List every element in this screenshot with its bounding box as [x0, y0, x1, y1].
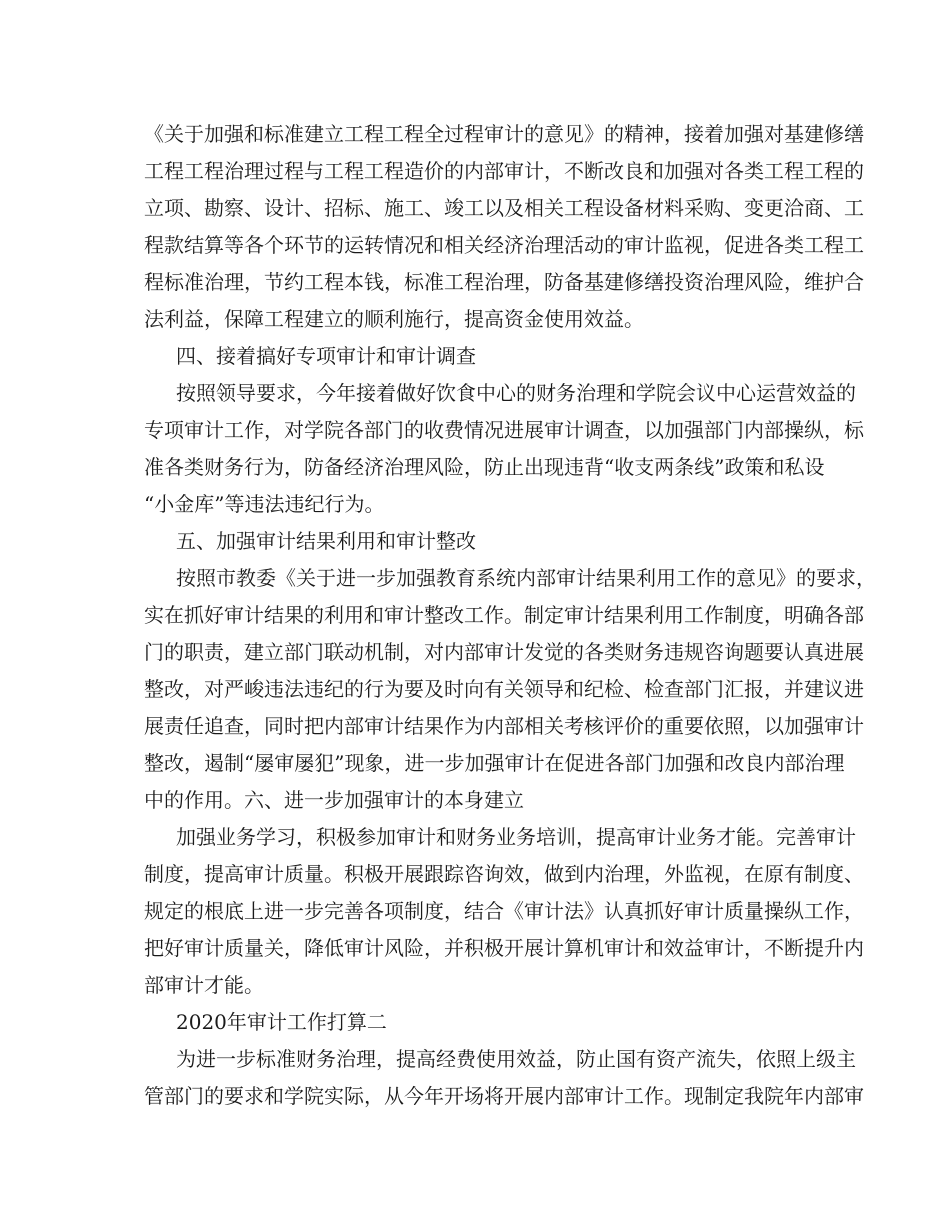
text-line: 程款结算等各个环节的运转情况和相关经济治理活动的审计监视，促进各类工程工	[144, 233, 864, 257]
text-line: 专项审计工作，对学院各部门的收费情况进展审计调查，以加强部门内部操纵，标	[144, 418, 864, 442]
text-line: 按照领导要求，今年接着做好饮食中心的财务治理和学院会议中心运营效益的	[176, 381, 856, 405]
text-line: 规定的根底上进一步完善各项制度，结合《审计法》认真抓好审计质量操纵工作，	[144, 899, 864, 923]
text-line: 制度，提高审计质量。积极开展跟踪咨询效，做到内治理，外监视，在原有制度、	[144, 862, 864, 886]
text-line: 程标准治理，节约工程本钱，标准工程治理，防备基建修缮投资治理风险，维护合	[144, 270, 864, 294]
text-line: “小金库”等违法违纪行为。	[144, 492, 385, 516]
text-line: 部审计才能。	[144, 973, 264, 997]
text-line: 为进一步标准财务治理，提高经费使用效益，防止国有资产流失，依照上级主	[176, 1047, 856, 1071]
text-line: 把好审计质量关，降低审计风险，并积极开展计算机审计和效益审计，不断提升内	[144, 936, 864, 960]
text-line: 法利益，保障工程建立的顺利施行，提高资金使用效益。	[144, 307, 644, 331]
text-line: 准各类财务行为，防备经济治理风险，防止出现违背“收支两条线”政策和私设	[144, 455, 825, 479]
text-line: 按照市教委《关于进一步加强教育系统内部审计结果利用工作的意见》的要求，	[176, 566, 876, 590]
text-line: 立项、勘察、设计、招标、施工、竣工以及相关工程设备材料采购、变更洽商、工	[144, 196, 864, 220]
section-heading: 四、接着搞好专项审计和审计调查	[176, 344, 476, 368]
text-line: 工程工程治理过程与工程工程造价的内部审计，不断改良和加强对各类工程工程的	[144, 159, 864, 183]
text-line: 管部门的要求和学院实际，从今年开场将开展内部审计工作。现制定我院年内部审	[144, 1084, 864, 1108]
text-line: 展责任追查，同时把内部审计结果作为内部相关考核评价的重要依照，以加强审计	[144, 714, 864, 738]
section-heading: 2020年审计工作打算二	[176, 1010, 387, 1034]
text-line: 整改，对严峻违法违纪的行为要及时向有关领导和纪检、检查部门汇报，并建议进	[144, 677, 864, 701]
text-line: 整改，遏制“屡审屡犯”现象，进一步加强审计在促进各部门加强和改良内部治理	[144, 751, 845, 775]
text-line: 门的职责，建立部门联动机制，对内部审计发觉的各类财务违规咨询题要认真进展	[144, 640, 864, 664]
text-line: 加强业务学习，积极参加审计和财务业务培训，提高审计业务才能。完善审计	[176, 825, 856, 849]
text-line: 中的作用。六、进一步加强审计的本身建立	[144, 788, 524, 812]
text-line: 《关于加强和标准建立工程工程全过程审计的意见》的精神，接着加强对基建修缮	[144, 122, 864, 146]
text-line: 实在抓好审计结果的利用和审计整改工作。制定审计结果利用工作制度，明确各部	[144, 603, 864, 627]
section-heading: 五、加强审计结果利用和审计整改	[176, 529, 476, 553]
